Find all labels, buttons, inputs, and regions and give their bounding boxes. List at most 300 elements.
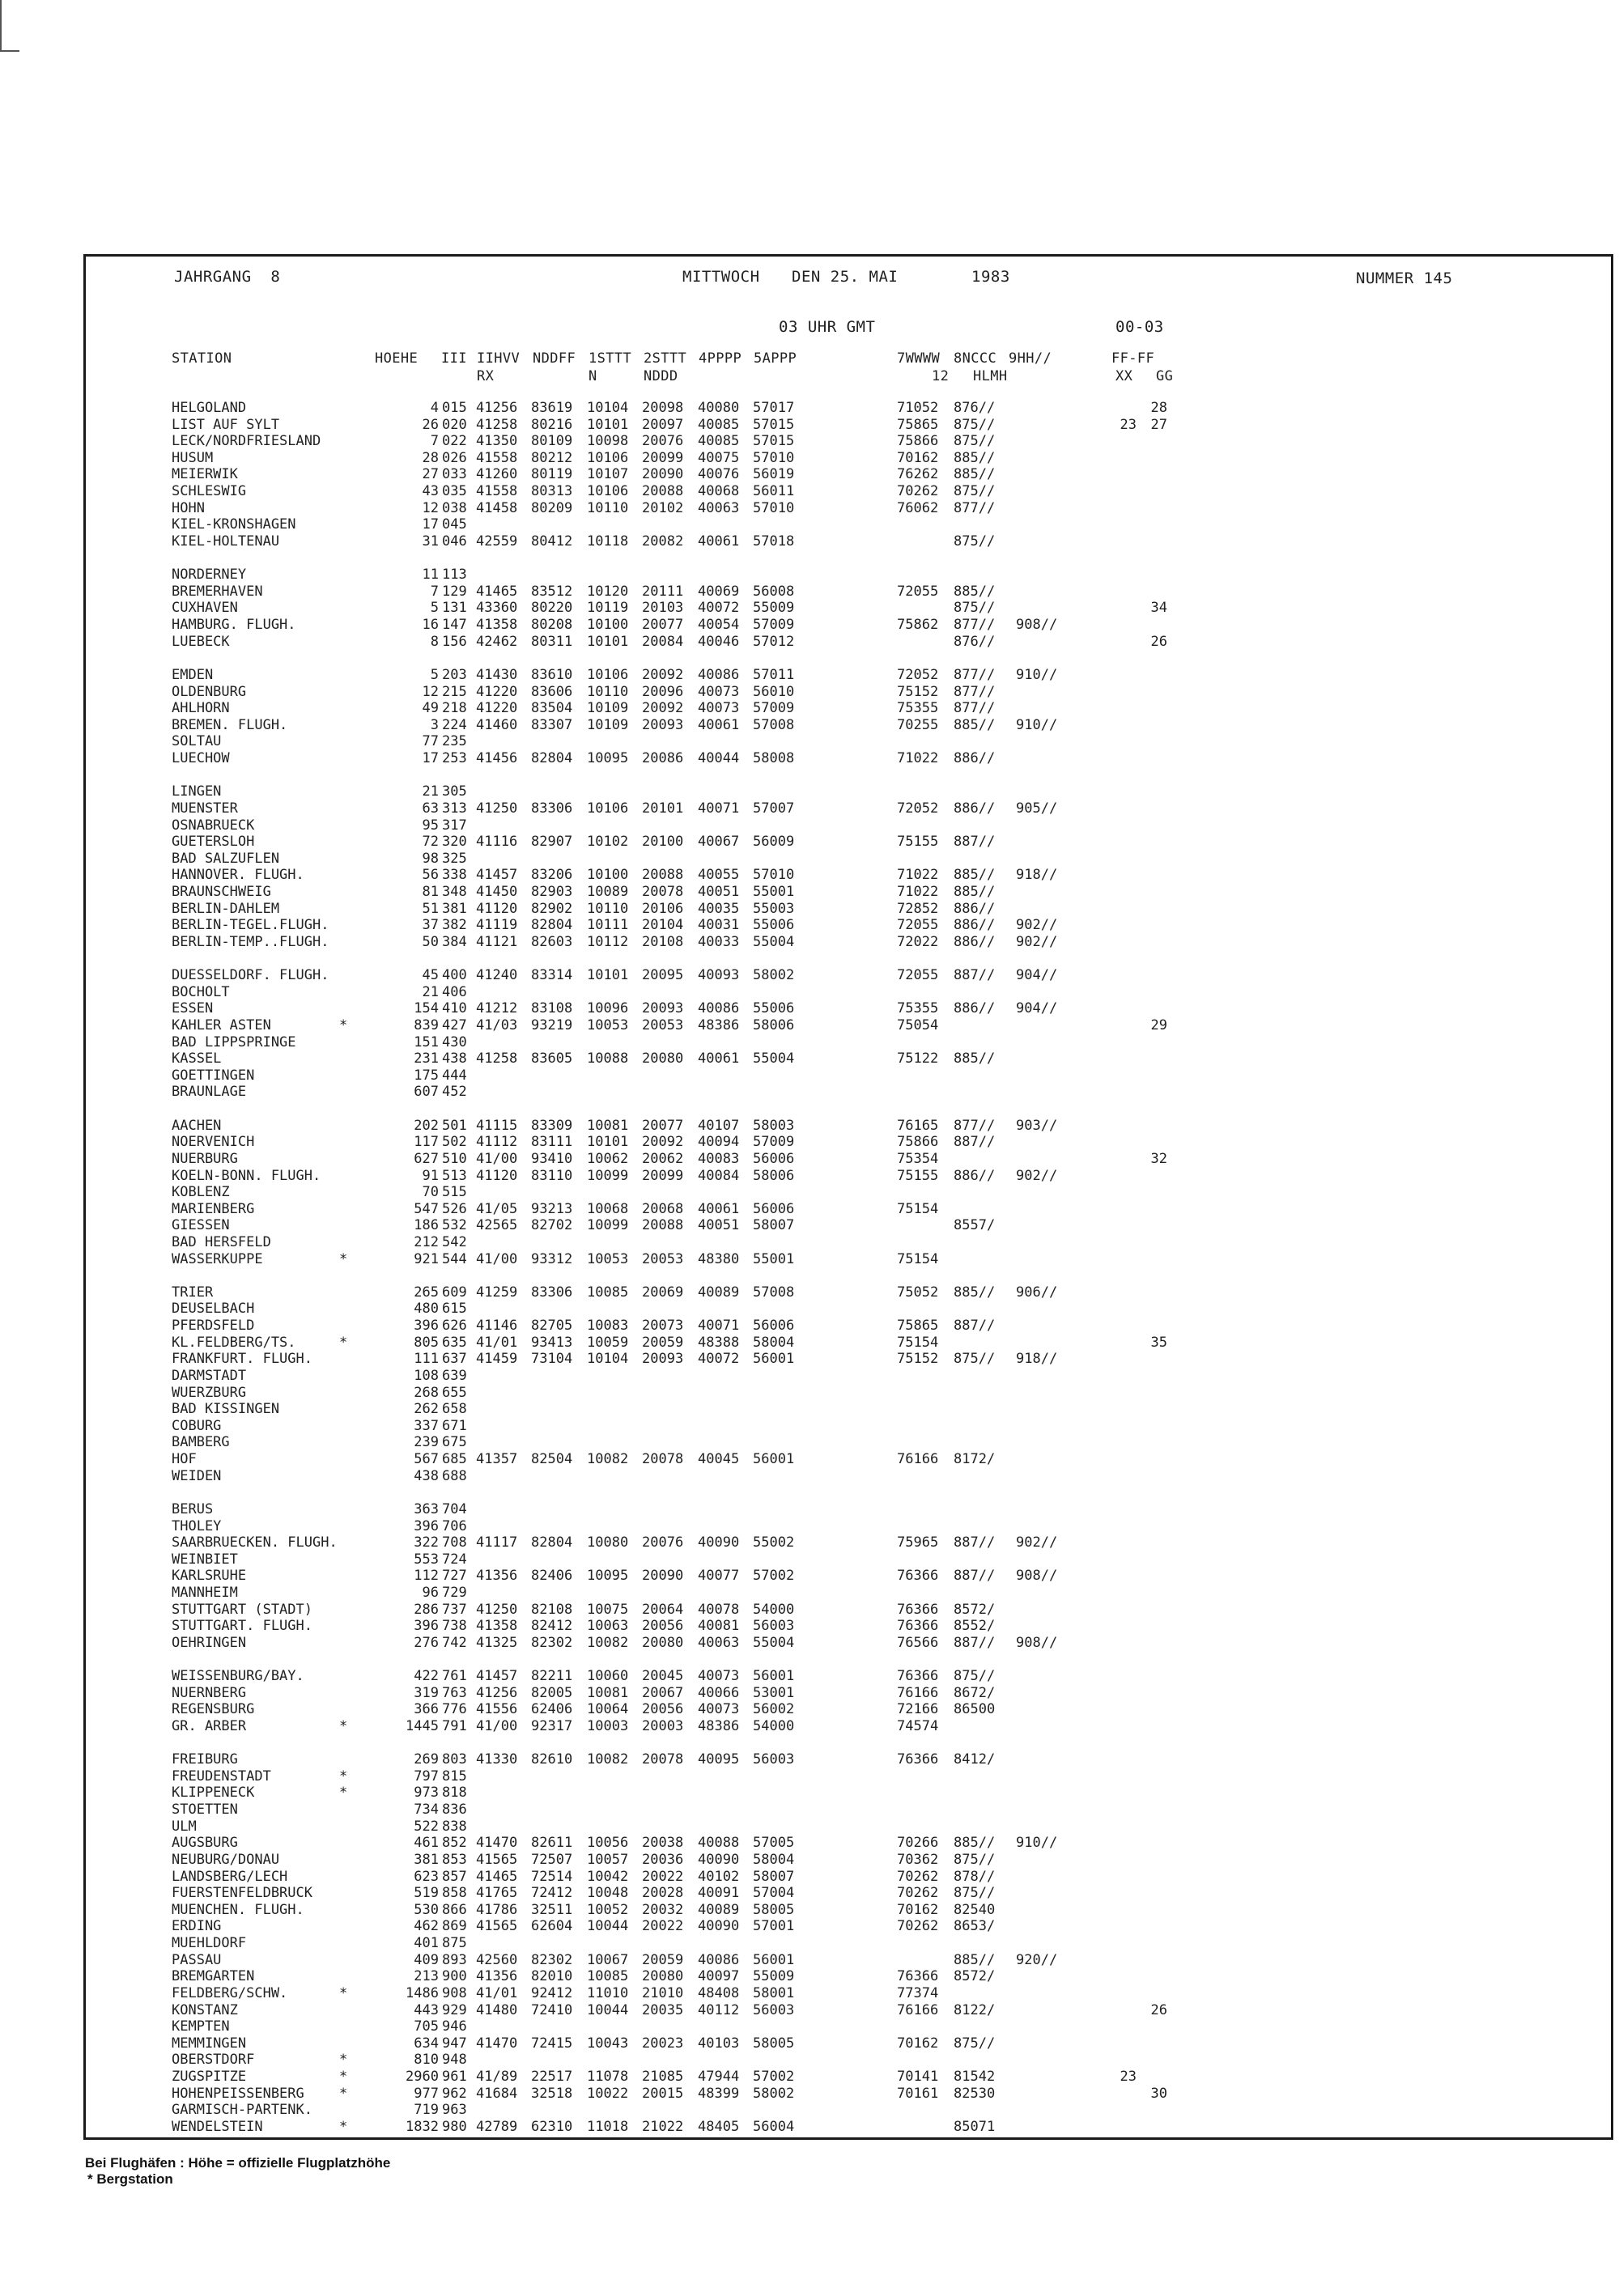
station-name: FREIBURG xyxy=(172,1751,238,1768)
column-header-label: IIHVV xyxy=(477,350,521,367)
column-header-sublabel: HLMH xyxy=(973,368,1008,384)
group-7wwww: 74574 xyxy=(897,1718,939,1734)
group-1sttt: 10099 xyxy=(587,1168,629,1184)
group-8nccc: 8653/ xyxy=(954,1918,996,1934)
station-height: 547 xyxy=(414,1201,439,1217)
group-2sttt: 20099 xyxy=(642,1168,684,1184)
station-id: 224 xyxy=(442,717,467,733)
group-1sttt: 10110 xyxy=(587,500,629,516)
group-8nccc: 85071 xyxy=(954,2119,996,2135)
station-id: 946 xyxy=(442,2018,467,2035)
group-7wwww: 70262 xyxy=(897,483,939,499)
group-7wwww: 75865 xyxy=(897,1318,939,1334)
group-2sttt: 20067 xyxy=(642,1685,684,1701)
station-id: 381 xyxy=(442,901,467,917)
group-iihvv: 41450 xyxy=(476,884,518,900)
group-2sttt: 20104 xyxy=(642,917,684,933)
station-height: 239 xyxy=(414,1434,439,1450)
group-5appp: 57005 xyxy=(753,1835,795,1851)
group-2sttt: 20080 xyxy=(642,1635,684,1651)
station-name: OEHRINGEN xyxy=(172,1635,247,1651)
station-id: 129 xyxy=(442,584,467,600)
group-8nccc: 877// xyxy=(954,667,996,683)
group-4pppp: 48386 xyxy=(698,1718,740,1734)
group-iihvv: 41240 xyxy=(476,967,518,983)
group-nddff: 72514 xyxy=(531,1869,573,1885)
station-height: 175 xyxy=(414,1067,439,1084)
group-8nccc: 875// xyxy=(954,1351,996,1367)
group-nddff: 82504 xyxy=(531,1451,573,1467)
group-nddff: 92317 xyxy=(531,1718,573,1734)
group-1sttt: 10096 xyxy=(587,1000,629,1016)
group-4pppp: 40073 xyxy=(698,700,740,716)
station-id: 838 xyxy=(442,1819,467,1835)
station-height: 734 xyxy=(414,1802,439,1818)
station-id: 131 xyxy=(442,600,467,616)
group-4pppp: 40061 xyxy=(698,533,740,550)
group-nddff: 62406 xyxy=(531,1701,573,1717)
station-name: GIESSEN xyxy=(172,1217,230,1233)
station-name: LUEBECK xyxy=(172,634,230,650)
station-id: 045 xyxy=(442,516,467,533)
station-id: 900 xyxy=(442,1968,467,1984)
group-8nccc: 887// xyxy=(954,967,996,983)
group-5appp: 58008 xyxy=(753,750,795,766)
group-7wwww: 77374 xyxy=(897,1985,939,2001)
group-4pppp: 40090 xyxy=(698,1534,740,1551)
station-id: 532 xyxy=(442,1217,467,1233)
group-8nccc: 875// xyxy=(954,1852,996,1868)
group-4pppp: 40073 xyxy=(698,1668,740,1684)
group-iihvv: 41786 xyxy=(476,1902,518,1918)
group-1sttt: 10095 xyxy=(587,750,629,766)
group-2sttt: 20098 xyxy=(642,400,684,416)
group-nddff: 82903 xyxy=(531,884,573,900)
gust-gg: 35 xyxy=(1150,1335,1167,1351)
station-name: HANNOVER. FLUGH. xyxy=(172,867,304,883)
group-7wwww: 72055 xyxy=(897,584,939,600)
group-nddff: 82705 xyxy=(531,1318,573,1334)
weekday-label: MITTWOCH xyxy=(682,268,760,286)
group-5appp: 57004 xyxy=(753,1885,795,1901)
mountain-marker: * xyxy=(339,1017,348,1033)
group-iihvv: 41558 xyxy=(476,450,518,466)
group-2sttt: 20092 xyxy=(642,700,684,716)
group-nddff: 93312 xyxy=(531,1251,573,1267)
station-id: 218 xyxy=(442,700,467,716)
group-iihvv: 41457 xyxy=(476,867,518,883)
group-7wwww: 75862 xyxy=(897,617,939,633)
group-iihvv: 41/00 xyxy=(476,1718,518,1734)
station-name: HOHENPEISSENBERG xyxy=(172,2086,304,2102)
station-height: 5 xyxy=(430,600,439,616)
group-7wwww: 76366 xyxy=(897,1668,939,1684)
gust-gg: 32 xyxy=(1150,1151,1167,1167)
station-height: 797 xyxy=(414,1768,439,1785)
station-id: 609 xyxy=(442,1284,467,1301)
station-height: 27 xyxy=(422,466,439,482)
group-nddff: 93410 xyxy=(531,1151,573,1167)
group-2sttt: 20088 xyxy=(642,1217,684,1233)
group-1sttt: 11018 xyxy=(587,2119,629,2135)
station-name: HAMBURG. FLUGH. xyxy=(172,617,296,633)
station-id: 685 xyxy=(442,1451,467,1467)
group-5appp: 55001 xyxy=(753,1251,795,1267)
station-name: LECK/NORDFRIESLAND xyxy=(172,433,321,449)
station-height: 72 xyxy=(422,834,439,850)
station-height: 322 xyxy=(414,1534,439,1551)
group-2sttt: 20100 xyxy=(642,834,684,850)
station-id: 544 xyxy=(442,1251,467,1267)
station-name: GR. ARBER xyxy=(172,1718,247,1734)
station-name: AUGSBURG xyxy=(172,1835,238,1851)
group-7wwww: 70362 xyxy=(897,1852,939,1868)
mountain-marker: * xyxy=(339,2052,348,2068)
station-name: DUESSELDORF. FLUGH. xyxy=(172,967,329,983)
station-height: 21 xyxy=(422,783,439,800)
column-header-sublabel: GG xyxy=(1156,368,1174,384)
group-1sttt: 10106 xyxy=(587,483,629,499)
station-id: 235 xyxy=(442,733,467,749)
station-height: 921 xyxy=(414,1251,439,1267)
station-name: DARMSTADT xyxy=(172,1368,247,1384)
group-2sttt: 21085 xyxy=(642,2069,684,2085)
group-8nccc: 875// xyxy=(954,2035,996,2052)
group-8nccc: 8122/ xyxy=(954,2002,996,2018)
station-id: 348 xyxy=(442,884,467,900)
group-2sttt: 20022 xyxy=(642,1918,684,1934)
group-nddff: 83111 xyxy=(531,1134,573,1150)
group-nddff: 73104 xyxy=(531,1351,573,1367)
group-4pppp: 40073 xyxy=(698,1701,740,1717)
group-iihvv: 41684 xyxy=(476,2086,518,2102)
group-7wwww: 70161 xyxy=(897,2086,939,2102)
station-height: 31 xyxy=(422,533,439,550)
group-nddff: 82302 xyxy=(531,1952,573,1968)
group-1sttt: 10110 xyxy=(587,684,629,700)
group-7wwww: 70255 xyxy=(897,717,939,733)
group-7wwww: 76366 xyxy=(897,1602,939,1618)
station-id: 253 xyxy=(442,750,467,766)
group-nddff: 80216 xyxy=(531,417,573,433)
station-name: BRAUNSCHWEIG xyxy=(172,884,271,900)
station-id: 776 xyxy=(442,1701,467,1717)
group-8nccc: 886// xyxy=(954,1168,996,1184)
group-4pppp: 40078 xyxy=(698,1602,740,1618)
group-8nccc: 875// xyxy=(954,483,996,499)
group-2sttt: 20111 xyxy=(642,584,684,600)
group-5appp: 55004 xyxy=(753,1050,795,1067)
station-name: WUERZBURG xyxy=(172,1385,247,1401)
station-height: 319 xyxy=(414,1685,439,1701)
station-height: 70 xyxy=(422,1184,439,1200)
station-name: KAHLER ASTEN xyxy=(172,1017,271,1033)
station-height: 396 xyxy=(414,1318,439,1334)
station-id: 803 xyxy=(442,1751,467,1768)
group-iihvv: 41565 xyxy=(476,1918,518,1934)
date-label: DEN 25. MAI xyxy=(792,268,899,286)
group-8nccc: 8572/ xyxy=(954,1968,996,1984)
group-9hh: 910// xyxy=(1016,1835,1058,1851)
station-id: 038 xyxy=(442,500,467,516)
station-name: KOBLENZ xyxy=(172,1184,230,1200)
group-4pppp: 40071 xyxy=(698,800,740,817)
group-2sttt: 20036 xyxy=(642,1852,684,1868)
station-id: 325 xyxy=(442,851,467,867)
station-height: 461 xyxy=(414,1835,439,1851)
group-iihvv: 43360 xyxy=(476,600,518,616)
group-8nccc: 885// xyxy=(954,1284,996,1301)
group-2sttt: 20068 xyxy=(642,1201,684,1217)
group-7wwww: 75355 xyxy=(897,700,939,716)
column-header-label: FF-FF xyxy=(1111,350,1155,367)
column-header-label: HOEHE xyxy=(375,350,419,367)
group-4pppp: 40072 xyxy=(698,1351,740,1367)
footnote-airport: Bei Flughäfen : Höhe = offizielle Flugplatzhöhe xyxy=(85,2155,391,2171)
group-4pppp: 40075 xyxy=(698,450,740,466)
mountain-marker: * xyxy=(339,2119,348,2135)
group-iihvv: 41115 xyxy=(476,1118,518,1134)
station-name: SCHLESWIG xyxy=(172,483,247,499)
station-height: 366 xyxy=(414,1701,439,1717)
group-5appp: 56001 xyxy=(753,1451,795,1467)
group-1sttt: 10112 xyxy=(587,934,629,950)
group-9hh: 902// xyxy=(1016,1168,1058,1184)
group-7wwww: 72022 xyxy=(897,934,939,950)
station-id: 658 xyxy=(442,1401,467,1417)
group-nddff: 82302 xyxy=(531,1635,573,1651)
group-2sttt: 20035 xyxy=(642,2002,684,2018)
group-7wwww: 76366 xyxy=(897,1568,939,1584)
group-4pppp: 40088 xyxy=(698,1835,740,1851)
group-7wwww: 76366 xyxy=(897,1968,939,1984)
group-nddff: 82610 xyxy=(531,1751,573,1768)
group-9hh: 908// xyxy=(1016,617,1058,633)
group-nddff: 80109 xyxy=(531,433,573,449)
station-name: LIST AUF SYLT xyxy=(172,417,280,433)
group-2sttt: 20080 xyxy=(642,1968,684,1984)
station-id: 815 xyxy=(442,1768,467,1785)
station-id: 929 xyxy=(442,2002,467,2018)
group-8nccc: 887// xyxy=(954,1534,996,1551)
group-2sttt: 20028 xyxy=(642,1885,684,1901)
group-2sttt: 20080 xyxy=(642,1050,684,1067)
group-nddff: 72415 xyxy=(531,2035,573,2052)
group-8nccc: 885// xyxy=(954,450,996,466)
group-5appp: 58001 xyxy=(753,1985,795,2001)
group-4pppp: 40073 xyxy=(698,684,740,700)
group-nddff: 83110 xyxy=(531,1168,573,1184)
group-5appp: 58005 xyxy=(753,1902,795,1918)
group-9hh: 904// xyxy=(1016,967,1058,983)
group-4pppp: 40086 xyxy=(698,667,740,683)
group-2sttt: 20096 xyxy=(642,684,684,700)
group-7wwww: 75154 xyxy=(897,1251,939,1267)
group-1sttt: 10100 xyxy=(587,867,629,883)
station-id: 215 xyxy=(442,684,467,700)
group-iihvv: 42462 xyxy=(476,634,518,650)
group-7wwww: 75865 xyxy=(897,417,939,433)
group-2sttt: 20003 xyxy=(642,1718,684,1734)
group-5appp: 55003 xyxy=(753,901,795,917)
station-name: LINGEN xyxy=(172,783,222,800)
group-5appp: 56002 xyxy=(753,1701,795,1717)
group-4pppp: 40083 xyxy=(698,1151,740,1167)
group-1sttt: 10100 xyxy=(587,617,629,633)
group-1sttt: 10106 xyxy=(587,667,629,683)
station-height: 2960 xyxy=(406,2069,439,2085)
group-2sttt: 20090 xyxy=(642,1568,684,1584)
group-1sttt: 10101 xyxy=(587,634,629,650)
station-name: MUENSTER xyxy=(172,800,238,817)
group-4pppp: 40063 xyxy=(698,500,740,516)
station-name: KIEL-HOLTENAU xyxy=(172,533,280,550)
group-9hh: 908// xyxy=(1016,1635,1058,1651)
group-5appp: 54000 xyxy=(753,1602,795,1618)
group-iihvv: 41/00 xyxy=(476,1251,518,1267)
group-iihvv: 41250 xyxy=(476,800,518,817)
group-1sttt: 10104 xyxy=(587,400,629,416)
column-header-label: 2STTT xyxy=(644,350,687,367)
group-7wwww: 75054 xyxy=(897,1017,939,1033)
station-name: GUETERSLOH xyxy=(172,834,255,850)
group-5appp: 55002 xyxy=(753,1534,795,1551)
group-5appp: 56003 xyxy=(753,1618,795,1634)
group-iihvv: 41470 xyxy=(476,2035,518,2052)
group-5appp: 57002 xyxy=(753,1568,795,1584)
station-height: 49 xyxy=(422,700,439,716)
station-id: 908 xyxy=(442,1985,467,2001)
station-height: 3 xyxy=(430,717,439,733)
station-height: 438 xyxy=(414,1468,439,1484)
group-8nccc: 876// xyxy=(954,400,996,416)
group-5appp: 57001 xyxy=(753,1918,795,1934)
group-8nccc: 887// xyxy=(954,1318,996,1334)
group-7wwww: 76566 xyxy=(897,1635,939,1651)
station-height: 81 xyxy=(422,884,439,900)
group-nddff: 83610 xyxy=(531,667,573,683)
group-2sttt: 20092 xyxy=(642,1134,684,1150)
gust-gg: 26 xyxy=(1150,2002,1167,2018)
group-4pppp: 40068 xyxy=(698,483,740,499)
group-1sttt: 10120 xyxy=(587,584,629,600)
station-id: 438 xyxy=(442,1050,467,1067)
group-2sttt: 20056 xyxy=(642,1618,684,1634)
group-5appp: 56010 xyxy=(753,684,795,700)
station-name: OSNABRUECK xyxy=(172,817,255,834)
group-nddff: 83512 xyxy=(531,584,573,600)
station-height: 212 xyxy=(414,1234,439,1250)
group-8nccc: 875// xyxy=(954,533,996,550)
group-7wwww: 76166 xyxy=(897,1451,939,1467)
group-4pppp: 40035 xyxy=(698,901,740,917)
group-2sttt: 20078 xyxy=(642,884,684,900)
group-4pppp: 40094 xyxy=(698,1134,740,1150)
group-iihvv: 41250 xyxy=(476,1602,518,1618)
group-4pppp: 40107 xyxy=(698,1118,740,1134)
group-4pppp: 40051 xyxy=(698,1217,740,1233)
group-iihvv: 42559 xyxy=(476,533,518,550)
station-name: MARIENBERG xyxy=(172,1201,255,1217)
group-7wwww: 71022 xyxy=(897,867,939,883)
group-2sttt: 20078 xyxy=(642,1751,684,1768)
group-nddff: 82804 xyxy=(531,750,573,766)
group-2sttt: 20077 xyxy=(642,1118,684,1134)
group-8nccc: 885// xyxy=(954,884,996,900)
station-id: 452 xyxy=(442,1084,467,1100)
station-height: 5 xyxy=(430,667,439,683)
group-5appp: 56003 xyxy=(753,1751,795,1768)
group-4pppp: 40061 xyxy=(698,1050,740,1067)
station-name: HUSUM xyxy=(172,450,214,466)
station-id: 384 xyxy=(442,934,467,950)
station-name: KL.FELDBERG/TS. xyxy=(172,1335,296,1351)
station-height: 519 xyxy=(414,1885,439,1901)
station-height: 522 xyxy=(414,1819,439,1835)
group-8nccc: 877// xyxy=(954,500,996,516)
group-8nccc: 8572/ xyxy=(954,1602,996,1618)
station-id: 430 xyxy=(442,1034,467,1050)
group-2sttt: 20108 xyxy=(642,934,684,950)
group-iihvv: 41465 xyxy=(476,584,518,600)
group-2sttt: 20078 xyxy=(642,1451,684,1467)
group-iihvv: 41/00 xyxy=(476,1151,518,1167)
group-iihvv: 41112 xyxy=(476,1134,518,1150)
station-name: BAD LIPPSPRINGE xyxy=(172,1034,296,1050)
station-height: 17 xyxy=(422,516,439,533)
group-1sttt: 10082 xyxy=(587,1751,629,1768)
weather-report-frame xyxy=(83,254,1613,2140)
group-8nccc: 885// xyxy=(954,1835,996,1851)
group-1sttt: 10043 xyxy=(587,2035,629,2052)
group-8nccc: 886// xyxy=(954,750,996,766)
station-id: 962 xyxy=(442,2086,467,2102)
group-iihvv: 41121 xyxy=(476,934,518,950)
group-8nccc: 8412/ xyxy=(954,1751,996,1768)
group-1sttt: 10048 xyxy=(587,1885,629,1901)
group-5appp: 55001 xyxy=(753,884,795,900)
group-iihvv: 41457 xyxy=(476,1668,518,1684)
group-4pppp: 40089 xyxy=(698,1284,740,1301)
group-7wwww: 70162 xyxy=(897,450,939,466)
mountain-marker: * xyxy=(339,1768,348,1785)
station-height: 719 xyxy=(414,2102,439,2118)
group-4pppp: 40069 xyxy=(698,584,740,600)
group-8nccc: 877// xyxy=(954,684,996,700)
station-height: 95 xyxy=(422,817,439,834)
station-height: 839 xyxy=(414,1017,439,1033)
station-id: 015 xyxy=(442,400,467,416)
group-iihvv: 41146 xyxy=(476,1318,518,1334)
group-nddff: 83307 xyxy=(531,717,573,733)
group-5appp: 58005 xyxy=(753,2035,795,2052)
group-5appp: 55009 xyxy=(753,1968,795,1984)
group-4pppp: 40085 xyxy=(698,417,740,433)
group-2sttt: 20103 xyxy=(642,600,684,616)
group-7wwww: 70262 xyxy=(897,1918,939,1934)
gust-gg: 34 xyxy=(1150,600,1167,616)
station-name: BERLIN-DAHLEM xyxy=(172,901,280,917)
group-iihvv: 41558 xyxy=(476,483,518,499)
group-8nccc: 875// xyxy=(954,433,996,449)
column-header-sublabel: XX xyxy=(1115,368,1133,384)
gust-gg: 26 xyxy=(1150,634,1167,650)
group-nddff: 92412 xyxy=(531,1985,573,2001)
station-id: 893 xyxy=(442,1952,467,1968)
station-height: 96 xyxy=(422,1585,439,1601)
group-iihvv: 41220 xyxy=(476,700,518,716)
group-1sttt: 10101 xyxy=(587,1134,629,1150)
